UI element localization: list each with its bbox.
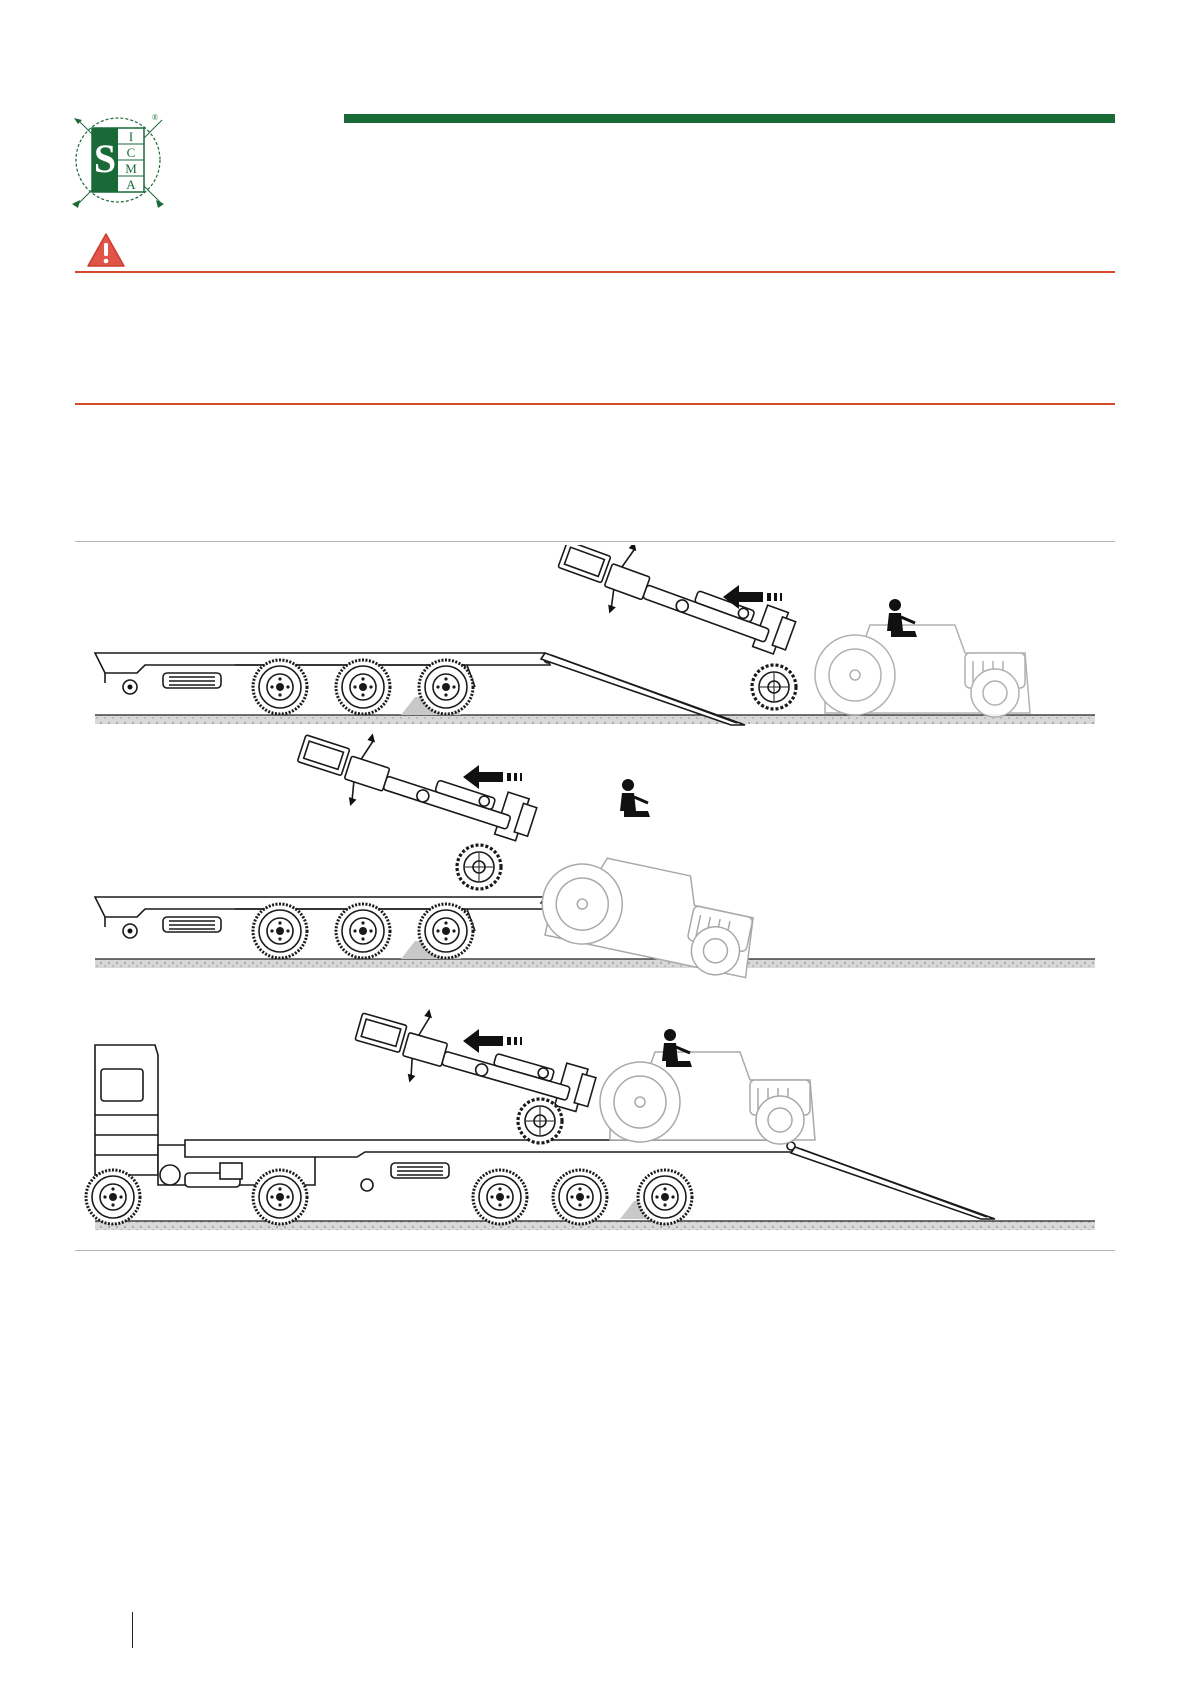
logo-letter-m: M [125, 161, 137, 176]
warning-rule-bottom [75, 403, 1115, 405]
logo [70, 110, 170, 210]
figure-panel-1 [95, 545, 1095, 725]
page-number-rule [132, 1612, 133, 1648]
figure-rule-top [75, 541, 1115, 542]
arrow-left-icon [463, 1029, 522, 1053]
logo-letter-i: I [128, 129, 134, 144]
warning-triangle-icon [86, 232, 126, 268]
loading-sequence-figure [75, 545, 1115, 1245]
figure-panel-2 [95, 714, 1095, 982]
truck-cab [86, 1045, 315, 1224]
logo-registered-mark: ® [152, 113, 159, 122]
logo-icon [72, 118, 164, 208]
header-bar [344, 114, 1115, 123]
logo-letter-a: A [126, 177, 136, 192]
logo-letter-s: S [93, 136, 117, 181]
figure-rule-bottom [75, 1250, 1115, 1251]
arrow-left-icon [463, 765, 522, 789]
logo-letter-c: C [126, 145, 136, 160]
figure-panel-3 [86, 992, 1095, 1230]
warning-rule-top [75, 271, 1115, 273]
